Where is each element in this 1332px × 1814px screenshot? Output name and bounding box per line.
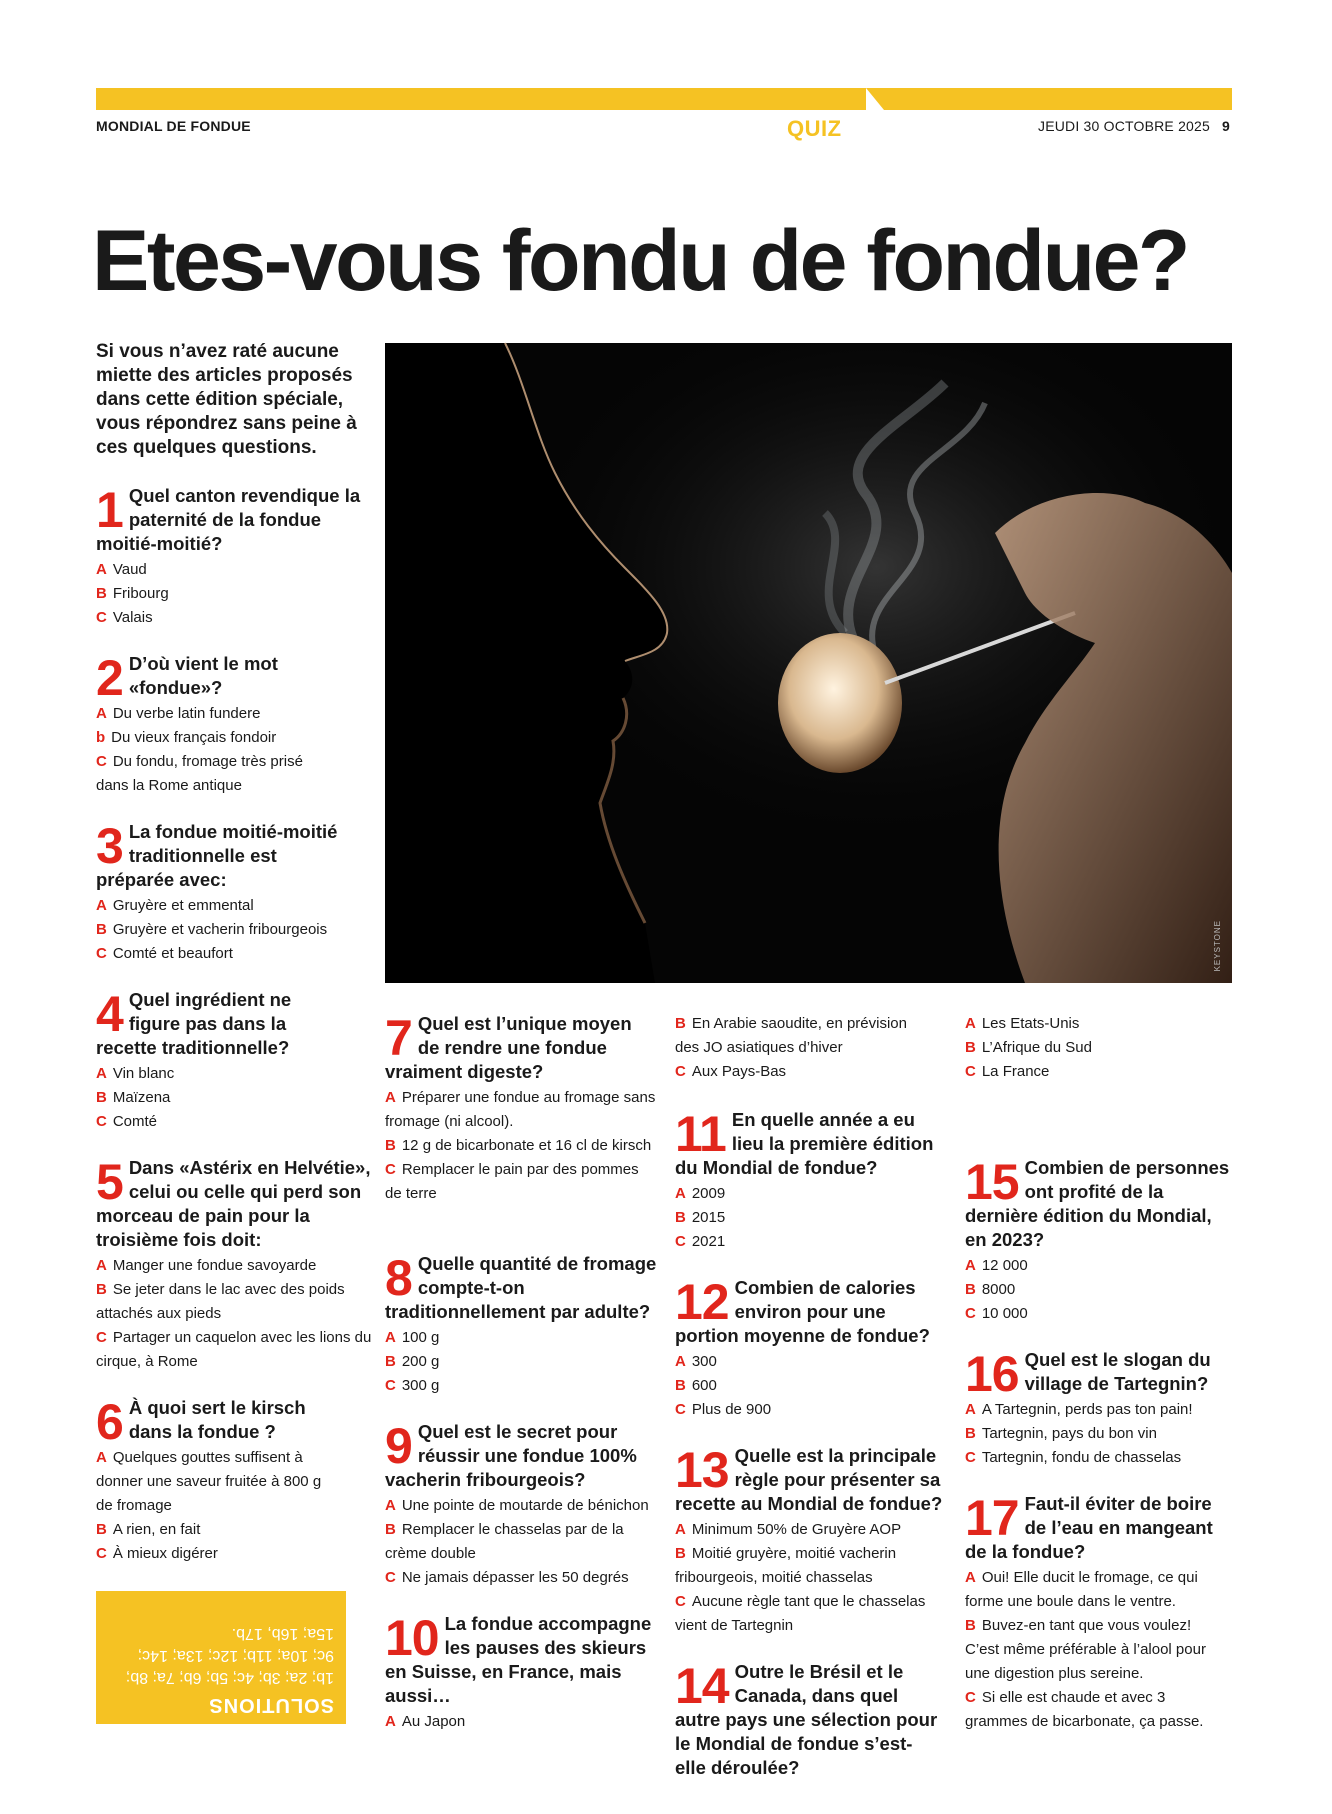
answer-option[interactable]: C Ne jamais dépasser les 50 degrés	[385, 1569, 629, 1586]
category-label: QUIZ	[787, 116, 842, 141]
answer-option[interactable]: C 300 g	[385, 1377, 440, 1394]
question-number: 17	[965, 1490, 1019, 1546]
photo-credit: KEYSTONE	[1213, 919, 1222, 971]
answer-option[interactable]: C Du fondu, fromage très prisé dans la Rome antique	[96, 753, 303, 794]
top-yellow-bar	[96, 88, 1232, 110]
question-number: 1	[96, 482, 123, 538]
solutions-title: SOLUTIONS	[208, 1694, 334, 1716]
answer-option[interactable]: A Une pointe de moutarde de bénichon	[385, 1497, 649, 1514]
answer-option[interactable]: B Remplacer le chasselas par de la crème double	[385, 1521, 624, 1562]
answer-option[interactable]: A Quelques gouttes suffisent à donner une saveur fruitée à 800 g de fromage	[96, 1449, 322, 1514]
question-title: La fondue moitié-moitié traditionnelle est préparée avec:	[96, 821, 338, 890]
answer-option[interactable]: A Vin blanc	[96, 1065, 175, 1082]
page-title: Etes-vous fondu de fondue?	[92, 213, 1188, 309]
question-14	[675, 1658, 940, 1778]
question-3	[96, 820, 356, 966]
answer-option[interactable]: C La France	[965, 1063, 1050, 1080]
answer-option[interactable]: B Moitié gruyère, moitié vacherin fribourgeois, moitié chasselas	[675, 1545, 897, 1586]
question-number: 3	[96, 818, 123, 874]
question-number: 4	[96, 986, 123, 1042]
answer-option[interactable]: B 2015	[675, 1209, 726, 1226]
question-number: 5	[96, 1154, 123, 1210]
question-10	[385, 1612, 657, 1734]
answer-option[interactable]: A Vaud	[96, 561, 147, 578]
question-title: À quoi sert le kirsch dans la fondue ?	[128, 1397, 306, 1442]
answer-option[interactable]: C Aucune règle tant que le chasselas vient de Tartegnin	[675, 1593, 926, 1634]
answer-option[interactable]: C Comté	[96, 1113, 158, 1130]
question-title: La fondue accompagne les pauses des skieurs en Suisse, en France, mais aussi…	[385, 1613, 652, 1706]
question-8	[385, 1252, 657, 1398]
answer-option[interactable]: B 600	[675, 1377, 717, 1394]
question-number: 13	[675, 1442, 729, 1498]
question-14-continued	[965, 1012, 1230, 1084]
answer-option[interactable]: B Gruyère et vacherin fribourgeois	[96, 921, 328, 938]
question-number: 8	[385, 1250, 412, 1306]
question-number: 16	[965, 1346, 1019, 1402]
question-13	[675, 1444, 945, 1638]
question-number: 7	[385, 1010, 412, 1066]
question-number: 14	[675, 1658, 729, 1714]
answer-option[interactable]: C 10 000	[965, 1305, 1028, 1322]
answer-option[interactable]: B 8000	[965, 1281, 1016, 1298]
answer-option[interactable]: C Si elle est chaude et avec 3 grammes de bicarbonate, ça passe.	[965, 1689, 1204, 1730]
answer-option[interactable]: B 200 g	[385, 1353, 440, 1370]
answer-option[interactable]: C Plus de 900	[675, 1401, 772, 1418]
question-number: 12	[675, 1274, 729, 1330]
question-number: 11	[675, 1106, 726, 1162]
fondue-photo-illustration	[385, 343, 1232, 983]
answer-option[interactable]: C 2021	[675, 1233, 726, 1250]
answer-option[interactable]: B Maïzena	[96, 1089, 171, 1106]
question-7	[385, 1012, 657, 1206]
answer-option[interactable]: B 12 g de bicarbonate et 16 cl de kirsch	[385, 1137, 652, 1154]
answer-option[interactable]: A Minimum 50% de Gruyère AOP	[675, 1521, 902, 1538]
answer-option[interactable]: C Comté et beaufort	[96, 945, 233, 962]
question-title: Quelle quantité de fromage compte-t-on traditionnellement par adulte?	[385, 1253, 657, 1322]
question-5	[96, 1156, 386, 1374]
answer-option[interactable]: C Tartegnin, fondu de chasselas	[965, 1449, 1182, 1466]
question-15	[965, 1156, 1230, 1326]
answer-option[interactable]: A Manger une fondue savoyarde	[96, 1257, 317, 1274]
answer-option[interactable]: A A Tartegnin, perds pas ton pain!	[965, 1401, 1193, 1418]
answer-option[interactable]: B A rien, en fait	[96, 1521, 201, 1538]
question-title: Combien de personnes ont profité de la dernière édition du Mondial, en 2023?	[965, 1157, 1230, 1250]
solutions-text: 1b; 2a; 3b; 4c; 5b; 6b; 7a; 8b; 9c; 10a; 11b; 12c; 13a; 14c; 15a; 16b, 17b.	[125, 1625, 334, 1686]
answer-option[interactable]: A Au Japon	[385, 1713, 466, 1730]
question-17	[965, 1492, 1220, 1734]
answer-option[interactable]: b Du vieux français fondoir	[96, 729, 277, 746]
page-number: 9	[1222, 118, 1230, 134]
answer-option[interactable]: B Tartegnin, pays du bon vin	[965, 1425, 1157, 1442]
question-title: Quel est le secret pour réussir une fondue 100% vacherin fribourgeois?	[385, 1421, 637, 1490]
question-title: Quel est l’unique moyen de rendre une fondue vraiment digeste?	[385, 1013, 632, 1082]
intro-text: Si vous n’avez raté aucune miette des articles proposés dans cette édition spéciale, vous répondrez sans peine à ces quelques questions.	[96, 341, 357, 458]
solutions-box	[96, 1591, 346, 1724]
question-title: Quel canton revendique la paternité de la fondue moitié-moitié?	[96, 485, 361, 554]
answer-option[interactable]: A Du verbe latin fundere	[96, 705, 261, 722]
answer-option[interactable]: B En Arabie saoudite, en prévision des JO asiatiques d’hiver	[675, 1015, 907, 1056]
answer-option[interactable]: C Aux Pays-Bas	[675, 1063, 787, 1080]
answer-option[interactable]: C À mieux digérer	[96, 1545, 218, 1562]
answer-option[interactable]: C Partager un caquelon avec les lions du cirque, à Rome	[96, 1329, 372, 1370]
question-10-continued	[675, 1012, 925, 1084]
issue-date: JEUDI 30 OCTOBRE 2025	[1038, 118, 1211, 134]
top-bar-notch	[866, 88, 884, 110]
question-title: Dans «Astérix en Helvétie», celui ou celle qui perd son morceau de pain pour la troisième fois doit:	[96, 1157, 371, 1250]
question-number: 6	[96, 1394, 123, 1450]
question-title: Outre le Brésil et le Canada, dans quel autre pays une sélection pour le Mondial de fondue s’est-elle déroulée?	[675, 1661, 938, 1778]
answer-option[interactable]: A 12 000	[965, 1257, 1028, 1274]
question-title: Quel est le slogan du village de Tartegnin?	[1024, 1349, 1211, 1394]
answer-option[interactable]: A Préparer une fondue au fromage sans fromage (ni alcool).	[385, 1089, 656, 1130]
question-number: 15	[965, 1154, 1019, 1210]
answer-option[interactable]: A 2009	[675, 1185, 726, 1202]
question-title: Quelle est la principale règle pour présenter sa recette au Mondial de fondue?	[675, 1445, 943, 1514]
question-12	[675, 1276, 940, 1422]
answer-option[interactable]: A 300	[675, 1353, 717, 1370]
answer-option[interactable]: A Gruyère et emmental	[96, 897, 254, 914]
question-title: Faut-il éviter de boire de l’eau en mangeant de la fondue?	[965, 1493, 1213, 1562]
question-1	[96, 484, 386, 630]
question-6	[96, 1396, 341, 1566]
answer-option[interactable]: B Fribourg	[96, 585, 169, 602]
question-16	[965, 1348, 1230, 1470]
answer-option[interactable]: C Valais	[96, 609, 153, 626]
question-number: 10	[385, 1610, 439, 1666]
answer-option[interactable]: B Buvez-en tant que vous voulez! C’est même préférable à l’alool pour une digestion plus sereine.	[965, 1617, 1206, 1682]
question-number: 9	[385, 1418, 412, 1474]
answer-option[interactable]: C Remplacer le pain par des pommes de terre	[385, 1161, 639, 1202]
question-title: D’où vient le mot «fondue»?	[128, 653, 278, 698]
question-title: Quel ingrédient ne figure pas dans la recette traditionnelle?	[96, 989, 292, 1058]
answer-option[interactable]: B Se jeter dans le lac avec des poids attachés aux pieds	[96, 1281, 345, 1322]
section-label: MONDIAL DE FONDUE	[96, 118, 251, 134]
question-title: Combien de calories environ pour une portion moyenne de fondue?	[675, 1277, 930, 1346]
question-4	[96, 988, 326, 1134]
question-number: 2	[96, 650, 123, 706]
answer-option[interactable]: B L’Afrique du Sud	[965, 1039, 1092, 1056]
question-9	[385, 1420, 657, 1590]
question-11	[675, 1108, 940, 1254]
answer-option[interactable]: A Les Etats-Unis	[965, 1015, 1080, 1032]
fondue-photo	[385, 343, 1232, 983]
answer-option[interactable]: A Oui! Elle ducit le fromage, ce qui forme une boule dans le ventre.	[965, 1569, 1198, 1610]
answer-option[interactable]: A 100 g	[385, 1329, 440, 1346]
question-title: En quelle année a eu lieu la première édition du Mondial de fondue?	[675, 1109, 934, 1178]
question-2	[96, 652, 316, 798]
